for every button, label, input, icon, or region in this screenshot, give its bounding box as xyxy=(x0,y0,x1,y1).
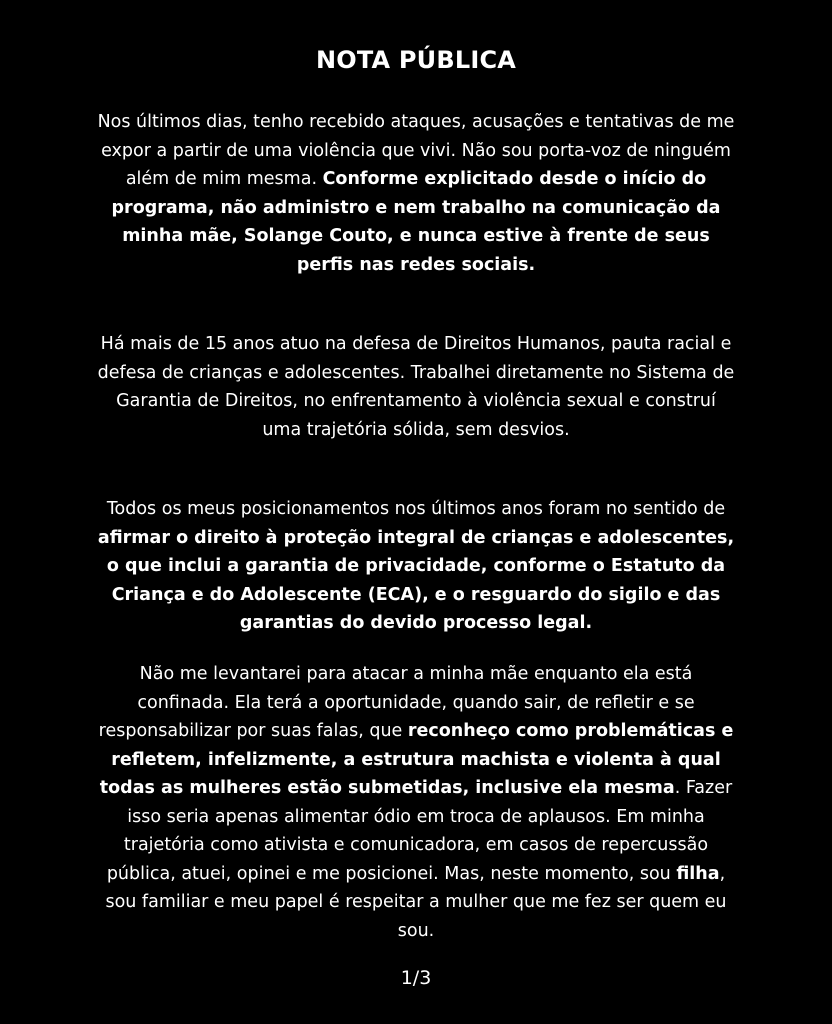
paragraph-3-segment-2: afirmar o direito à proteção integral de crianças e adolescentes, o que inclui a garantia de privacidade, conforme o Estatuto da Criança e do Adolescente (ECA), e o resguardo do sigilo e das garantias do devido processo legal. xyxy=(97,527,735,633)
paragraph-4 xyxy=(96,660,736,945)
paragraph-3-segment-1: Todos os meus posicionamentos nos últimos anos foram no sentido de xyxy=(106,499,726,519)
paragraph-4-segment-4: filha xyxy=(676,863,720,884)
paragraph-4-segment-1: Não me levantarei para atacar a minha mãe enquanto ela está confinada. Ela terá a oportunidade, quando sair, de refletir e se responsabilizar por suas falas, que xyxy=(98,664,695,741)
paragraph-3 xyxy=(96,495,736,638)
paragraph-4-segment-3: . Fazer isso seria apenas alimentar ódio em troca de aplausos. Em minha trajetória como ativista e comunicadora, em casos de repercussão pública, atuei, opinei e me posicionei. Mas, neste momento, sou xyxy=(106,778,733,884)
paragraph-4-segment-5: , sou familiar e meu papel é respeitar a mulher que me fez ser quem eu sou. xyxy=(105,863,727,941)
paragraph-1 xyxy=(96,108,736,279)
paragraph-4-segment-2: reconheço como problemáticas e refletem, infelizmente, a estrutura machista e violenta à qual todas as mulheres estão submetidas, inclusive ela mesma xyxy=(99,721,734,798)
paragraph-1-segment-1: Nos últimos dias, tenho recebido ataques, acusações e tentativas de me expor a partir de uma violência que vivi. Não sou porta-voz de ninguém além de mim mesma. xyxy=(97,112,735,189)
paragraph-1-segment-2: Conforme explicitado desde o início do programa, não administro e nem trabalho na comunicação da minha mãe, Solange Couto, e nunca estive à frente de seus perfis nas redes sociais. xyxy=(111,169,721,275)
page-title: NOTA PÚBLICA xyxy=(315,46,517,74)
paragraph-2-segment-1: Há mais de 15 anos atuo na defesa de Direitos Humanos, pauta racial e defesa de crianças e adolescentes. Trabalhei diretamente no Sistema de Garantia de Direitos, no enfrentamento à violência sexual e construí uma trajetória sólida, sem desvios. xyxy=(97,334,735,440)
page-counter: 1/3 xyxy=(400,967,432,989)
paragraph-2 xyxy=(96,330,736,444)
